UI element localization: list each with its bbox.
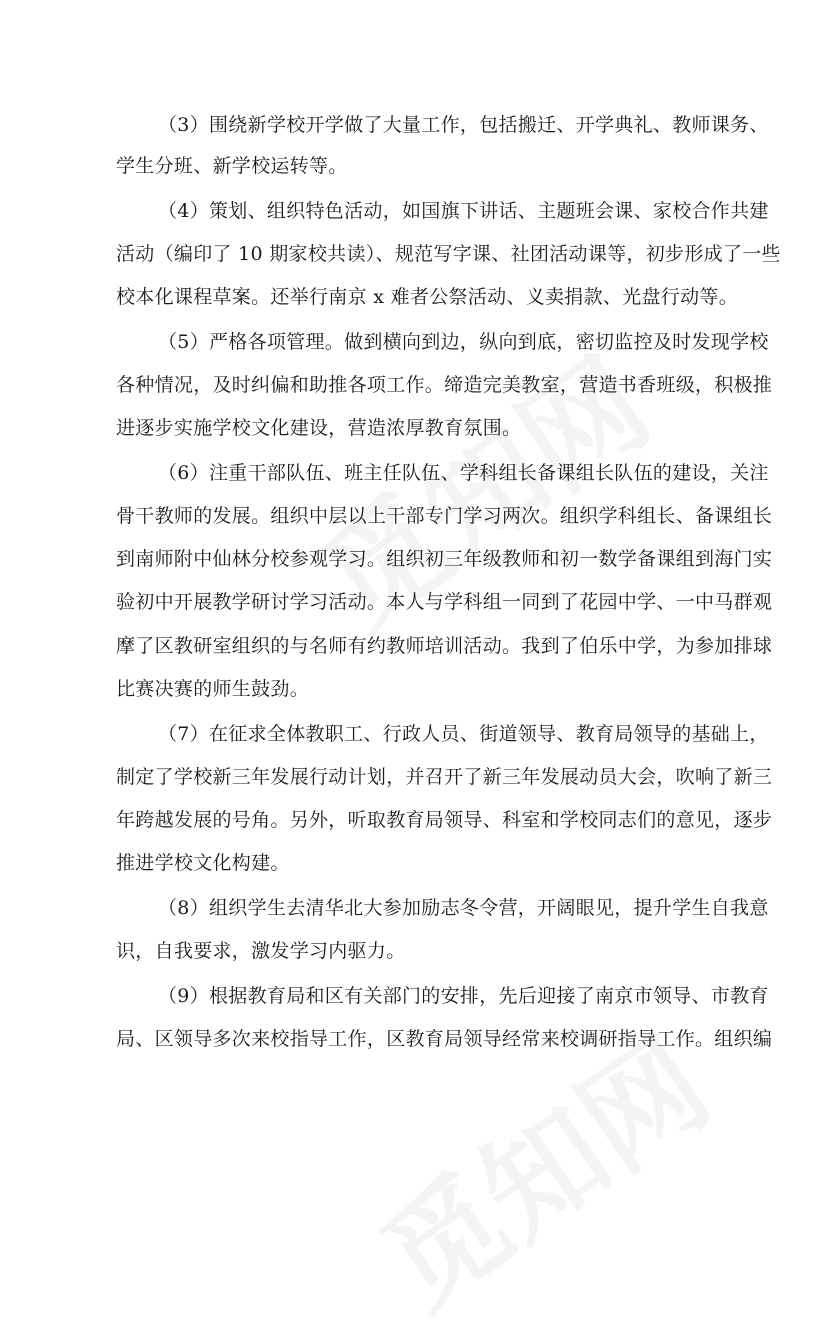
paragraph-7-line-1: （7）在征求全体教职工、行政人员、街道领导、教育局领导的基础上， (158, 723, 769, 745)
paragraph-3-line-2: 学生分班、新学校运转等。 (116, 155, 348, 177)
paragraph-4-line-3: 校本化课程草案。还举行南京 x 难者公祭活动、义卖捐款、光盘行动等。 (116, 286, 738, 308)
paragraph-5-line-1: （5）严格各项管理。做到横向到边，纵向到底，密切监控及时发现学校 (158, 331, 769, 353)
paragraph-3-line-1: （3）围绕新学校开学做了大量工作，包括搬迁、开学典礼、教师课务、 (158, 114, 769, 136)
paragraph-4-line-2: 活动（编印了 10 期家校共读）、规范写字课、社团活动课等，初步形成了一些 (116, 243, 781, 265)
paragraph-8-line-1: （8）组织学生去清华北大参加励志冬令营，开阔眼见，提升学生自我意 (158, 897, 769, 919)
paragraph-6-line-3: 到南师附中仙林分校参观学习。组织初三年级教师和初一数学备课组到海门实 (116, 548, 773, 570)
paragraph-7-line-3: 年跨越发展的号角。另外，听取教育局领导、科室和学校同志们的意见，逐步 (116, 809, 773, 831)
paragraph-4-line-1: （4）策划、组织特色活动，如国旗下讲话、主题班会课、家校合作共建 (158, 200, 769, 222)
paragraph-6-line-2: 骨干教师的发展。组织中层以上干部专门学习两次。组织学科组长、备课组长 (116, 505, 773, 527)
paragraph-5-line-3: 进逐步实施学校文化建设，营造浓厚教育氛围。 (116, 417, 522, 439)
paragraph-9-line-2: 局、区领导多次来校指导工作，区教育局领导经常来校调研指导工作。组织编 (116, 1028, 773, 1050)
paragraph-8-line-2: 识，自我要求，激发学习内驱力。 (116, 940, 406, 962)
paragraph-6-line-4: 验初中开展教学研讨学习活动。本人与学科组一同到了花园中学、一中马群观 (116, 591, 773, 613)
paragraph-6-line-1: （6）注重干部队伍、班主任队伍、学科组长备课组长队伍的建设，关注 (158, 462, 769, 484)
paragraph-7-line-4: 推进学校文化构建。 (116, 852, 290, 874)
paragraph-5-line-2: 各种情况，及时纠偏和助推各项工作。缔造完美教室，营造书香班级，积极推 (116, 374, 773, 396)
paragraph-6-line-6: 比赛决赛的师生鼓劲。 (116, 678, 310, 700)
paragraph-7-line-2: 制定了学校新三年发展行动计划，并召开了新三年发展动员大会，吹响了新三 (116, 766, 773, 788)
paragraph-9-line-1: （9）根据教育局和区有关部门的安排，先后迎接了南京市领导、市教育 (158, 985, 769, 1007)
paragraph-6-line-5: 摩了区教研室组织的与名师有约教师培训活动。我到了伯乐中学，为参加排球 (116, 635, 773, 657)
